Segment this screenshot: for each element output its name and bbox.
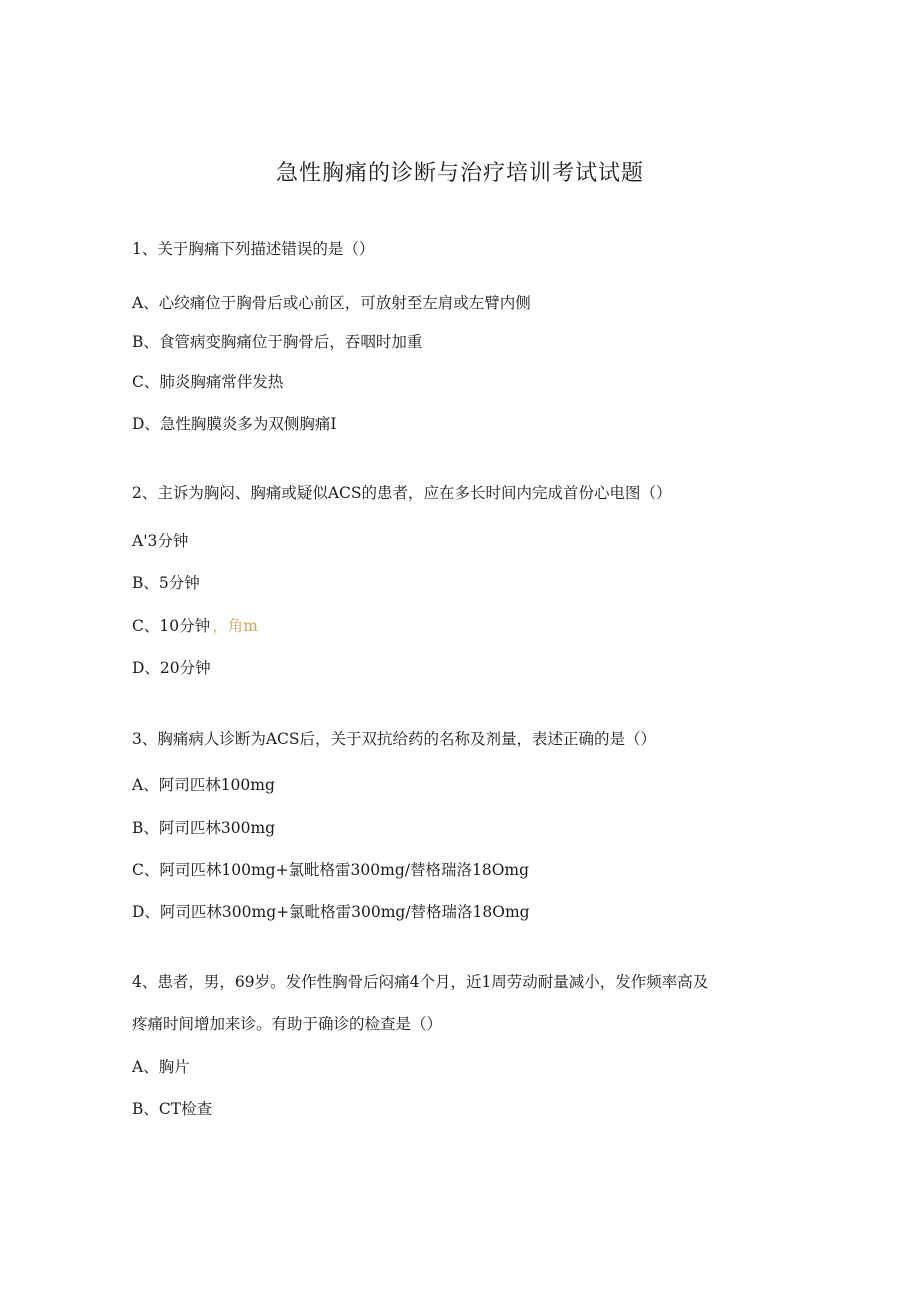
question-1-stem: 1、关于胸痛下列描述错误的是（）: [132, 240, 375, 258]
question-2-option-a: A'3分钟: [132, 532, 189, 550]
handwritten-note: ，角m: [212, 617, 258, 635]
question-1-option-b: B、食管病变胸痛位于胸骨后，吞咽时加重: [132, 333, 423, 351]
question-4-option-a: A、胸片: [132, 1058, 190, 1076]
question-1-option-a: A、心绞痛位于胸骨后或心前区，可放射至左肩或左臂内侧: [132, 294, 531, 312]
page-title: 急性胸痛的诊断与治疗培训考试试题: [275, 161, 644, 186]
question-3-option-d: D、阿司匹林300mg+氯毗格雷300mg∕替格瑞洛18Omg: [132, 903, 530, 921]
question-3-option-b: B、阿司匹林300mg: [132, 819, 276, 837]
question-3-option-a: A、阿司匹林100mg: [132, 776, 275, 794]
question-3-option-c: C、阿司匹林100mg+氯毗格雷300mg∕替格瑞洛18Omg: [132, 861, 530, 879]
question-2-option-c-line: [132, 615, 258, 637]
question-2-option-c: C、10分钟: [132, 617, 211, 635]
question-2-stem: 2、主诉为胸闷、胸痛或疑似ACS的患者，应在多长时间内完成首份心电图（）: [132, 484, 672, 502]
question-1-option-d: D、急性胸膜炎多为双侧胸痛I: [132, 415, 337, 433]
question-1-option-c: C、肺炎胸痛常伴发热: [132, 373, 284, 391]
question-4-stem-line-2: 疼痛时间增加来诊。有助于确诊的检查是（）: [132, 1015, 443, 1033]
question-2-option-b: B、5分钟: [132, 574, 200, 592]
question-4-option-b: B、CT检查: [132, 1100, 213, 1118]
question-2-option-d: D、20分钟: [132, 659, 211, 677]
question-4-stem-line-1: 4、患者，男，69岁。发作性胸骨后闷痛4个月，近1周劳动耐量减小，发作频率高及: [132, 973, 709, 991]
question-3-stem: 3、胸痛病人诊断为ACS后，关于双抗给药的名称及剂量，表述正确的是（）: [132, 730, 657, 748]
